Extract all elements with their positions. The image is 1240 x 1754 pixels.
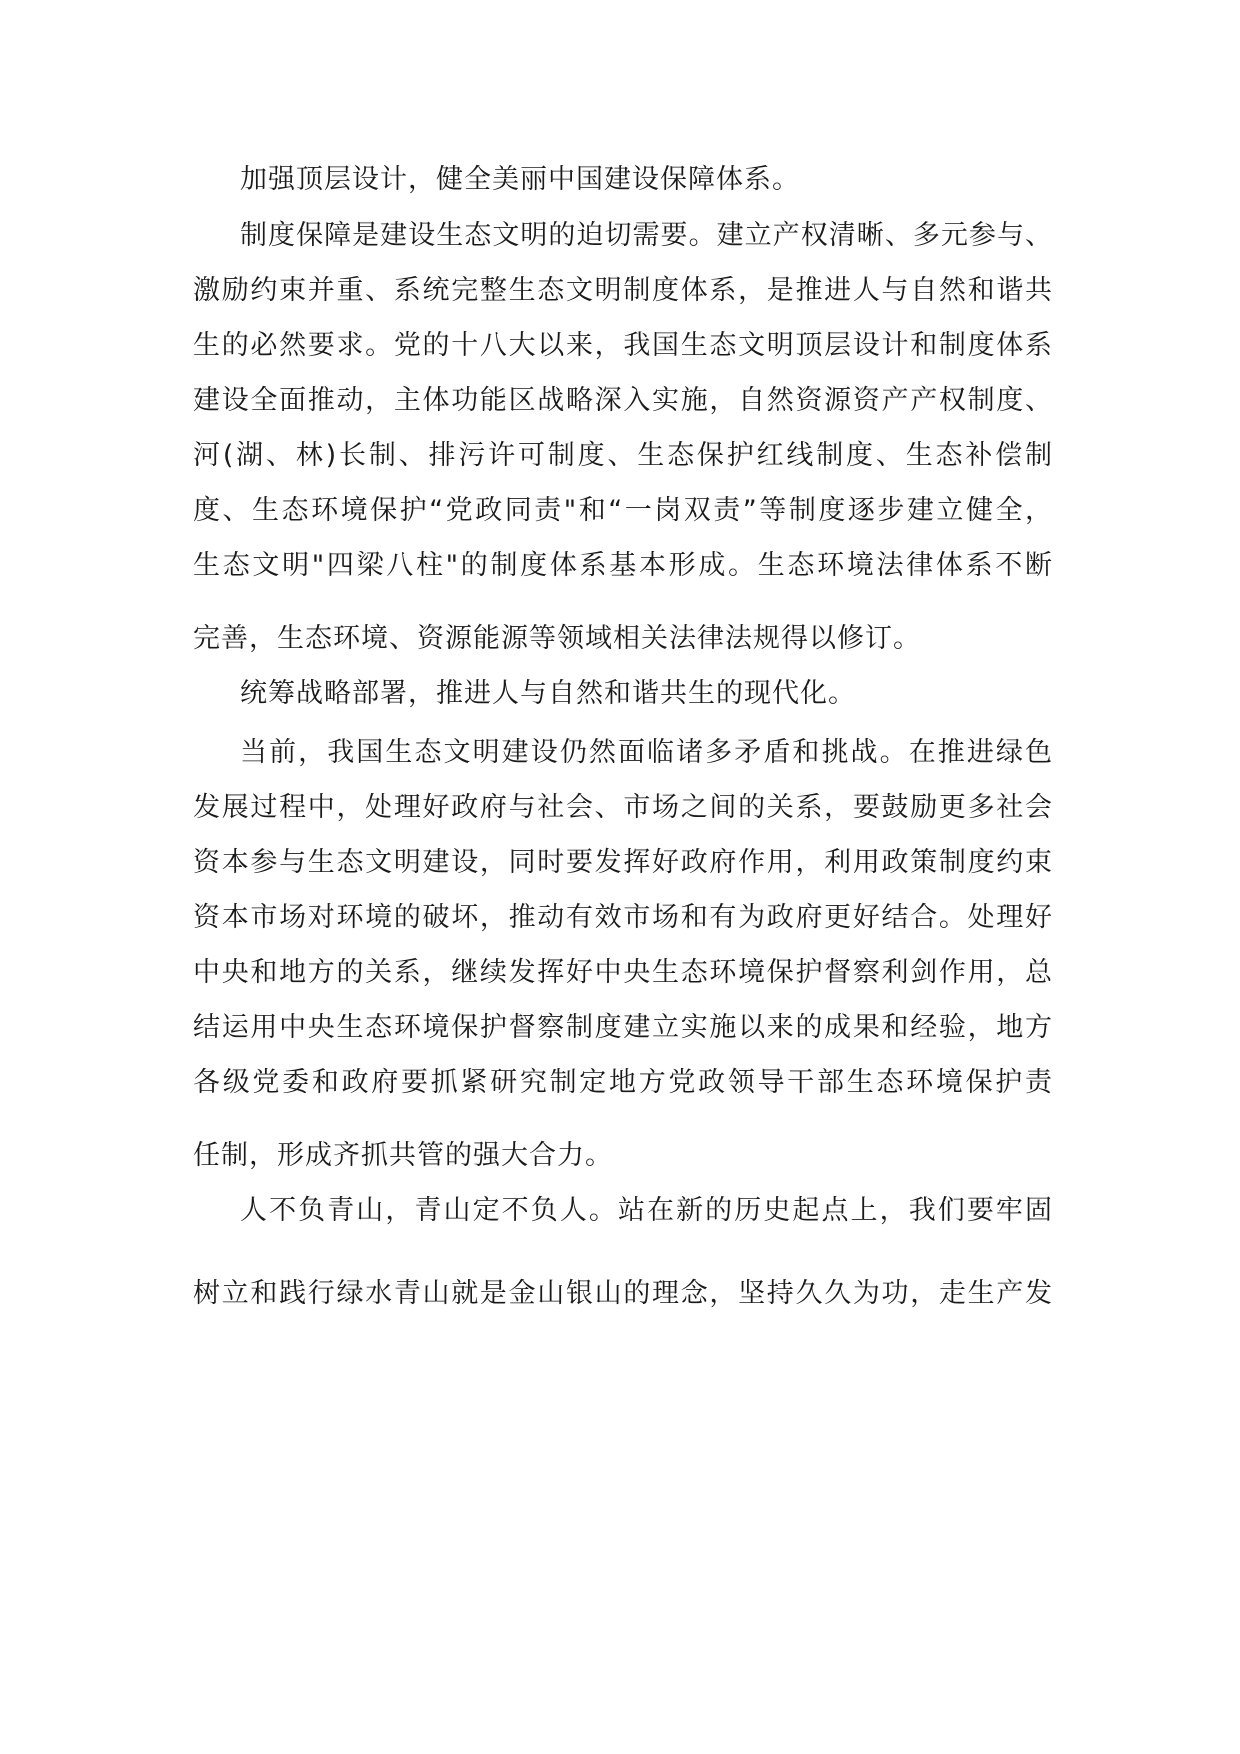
- paragraph-line: 任制，形成齐抓共管的强大合力。: [193, 1140, 613, 1171]
- heading-strategic-deployment: 统筹战略部署，推进人与自然和谐共生的现代化。: [240, 678, 856, 709]
- paragraph-line: 各级党委和政府要抓紧研究制定地方党政领导干部生态环境保护责: [193, 1067, 1053, 1098]
- paragraph-line: 发展过程中，处理好政府与社会、市场之间的关系，要鼓励更多社会: [193, 792, 1053, 823]
- paragraph-line: 生态文明"四梁八柱"的制度体系基本形成。生态环境法律体系不断: [193, 550, 1053, 581]
- paragraph-line: 中央和地方的关系，继续发挥好中央生态环境保护督察利剑作用，总: [193, 957, 1053, 988]
- paragraph-line: 结运用中央生态环境保护督察制度建立实施以来的成果和经验，地方: [193, 1012, 1053, 1043]
- paragraph-line: 资本参与生态文明建设，同时要发挥好政府作用，利用政策制度约束: [193, 847, 1053, 878]
- paragraph-line: 资本市场对环境的破坏，推动有效市场和有为政府更好结合。处理好: [193, 902, 1053, 933]
- paragraph-line: 人不负青山，青山定不负人。站在新的历史起点上，我们要牢固: [240, 1195, 1053, 1226]
- paragraph-line: 当前，我国生态文明建设仍然面临诸多矛盾和挑战。在推进绿色: [240, 737, 1053, 768]
- heading-top-level-design: 加强顶层设计，健全美丽中国建设保障体系。: [240, 164, 800, 195]
- paragraph-line: 建设全面推动，主体功能区战略深入实施，自然资源资产产权制度、: [193, 385, 1053, 416]
- paragraph-line: 度、生态环境保护“党政同责"和“一岗双责”等制度逐步建立健全，: [193, 495, 1053, 526]
- paragraph-line: 激励约束并重、系统完整生态文明制度体系，是推进人与自然和谐共: [193, 275, 1053, 306]
- paragraph-line: 生的必然要求。党的十八大以来，我国生态文明顶层设计和制度体系: [193, 330, 1053, 361]
- paragraph-line: 完善，生态环境、资源能源等领域相关法律法规得以修订。: [193, 623, 921, 654]
- paragraph-line: 制度保障是建设生态文明的迫切需要。建立产权清晰、多元参与、: [240, 220, 1053, 251]
- paragraph-line: 河(湖、林)长制、排污许可制度、生态保护红线制度、生态补偿制: [193, 440, 1053, 471]
- paragraph-line: 树立和践行绿水青山就是金山银山的理念，坚持久久为功，走生产发: [193, 1278, 1053, 1309]
